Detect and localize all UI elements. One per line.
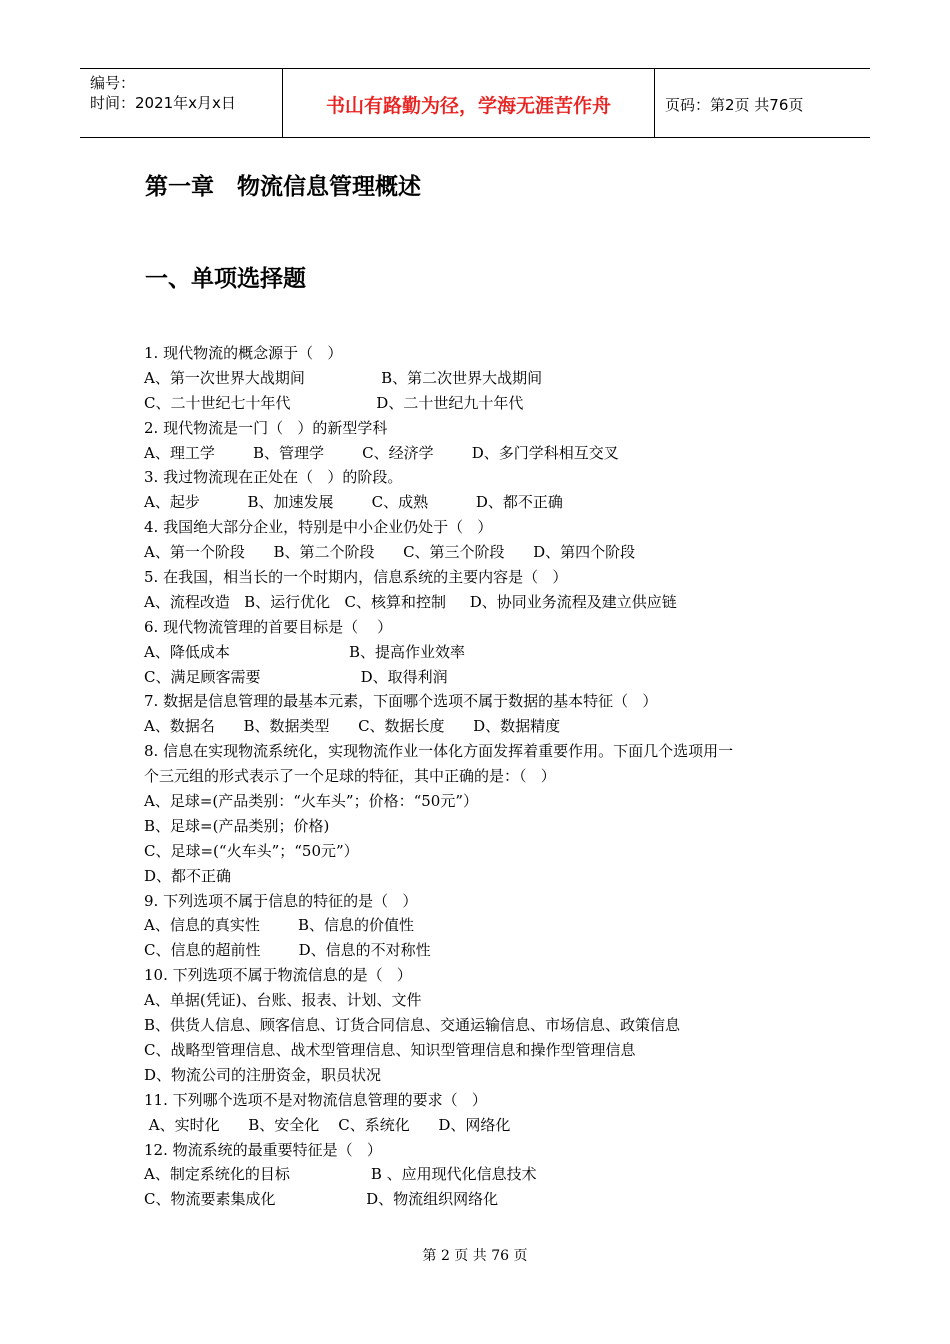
- question-list: [144, 341, 824, 1212]
- text-line: A、数据名 B、数据类型 C、数据长度 D、数据精度: [144, 717, 561, 736]
- text-line: B、足球=(产品类别；价格): [144, 816, 330, 835]
- text-line: 11. 下列哪个选项不是对物流信息管理的要求（ ）: [144, 1090, 487, 1109]
- date-line: 时间：2021年x月x日: [90, 94, 236, 112]
- text-line: C、二十世纪七十年代 D、二十世纪九十年代: [144, 393, 524, 412]
- header-page-info: 页码：第2页 共76页: [665, 96, 804, 114]
- text-line: 8. 信息在实现物流系统化，实现物流作业一体化方面发挥着重要作用。下面几个选项用一: [144, 742, 734, 761]
- text-line: C、物流要素集成化 D、物流组织网络化: [144, 1190, 499, 1209]
- chapter-title: 第一章 物流信息管理概述: [145, 174, 421, 200]
- text-line: A、降低成本 B、提高作业效率: [144, 642, 466, 661]
- text-line: 4. 我国绝大部分企业，特别是中小企业仍处于（ ）: [144, 518, 493, 537]
- text-line: C、战略型管理信息、战术型管理信息、知识型管理信息和操作型管理信息: [144, 1040, 636, 1059]
- text-line: A、流程改造 B、运行优化 C、核算和控制 D、协同业务流程及建立供应链: [144, 592, 677, 611]
- header-left-cell: [90, 73, 236, 113]
- text-line: C、信息的超前性 D、信息的不对称性: [144, 941, 431, 960]
- text-line: C、足球=(“火车头”；“50元”）: [144, 841, 359, 860]
- text-line: 9. 下列选项不属于信息的特征的是（ ）: [144, 891, 418, 910]
- text-line: A、信息的真实性 B、信息的价值性: [144, 916, 415, 935]
- text-line: A、第一个阶段 B、第二个阶段 C、第三个阶段 D、第四个阶段: [144, 543, 636, 562]
- text-line: A、制定系统化的目标 B 、应用现代化信息技术: [144, 1165, 537, 1184]
- text-line: D、都不正确: [144, 866, 232, 885]
- text-line: 个三元组的形式表示了一个足球的特征，其中正确的是：（ ）: [144, 767, 556, 786]
- text-line: A、第一次世界大战期间 B、第二次世界大战期间: [144, 368, 543, 387]
- section-title: 一、单项选择题: [145, 266, 306, 292]
- text-line: A、实时化 B、安全化 C、系统化 D、网络化: [144, 1115, 511, 1134]
- text-line: 7. 数据是信息管理的最基本元素，下面哪个选项不属于数据的基本特征（ ）: [144, 692, 658, 711]
- text-line: 1. 现代物流的概念源于（ ）: [144, 344, 343, 362]
- text-line: 12. 物流系统的最重要特征是（ ）: [144, 1140, 382, 1159]
- text-line: A、起步 B、加速发展 C、成熟 D、都不正确: [144, 493, 563, 512]
- header-motto: 书山有路勤为径，学海无涯苦作舟: [325, 95, 611, 117]
- text-line: A、单据(凭证)、台账、报表、计划、文件: [144, 991, 422, 1010]
- text-line: A、足球=(产品类别：“火车头”；价格：“50元”）: [144, 792, 479, 811]
- text-line: A、理工学 B、管理学 C、经济学 D、多门学科相互交叉: [144, 443, 619, 462]
- text-line: C、满足顾客需要 D、取得利润: [144, 667, 448, 686]
- text-line: 5. 在我国，相当长的一个时期内，信息系统的主要内容是（ ）: [144, 568, 568, 587]
- text-line: D、物流公司的注册资金，职员状况: [144, 1065, 382, 1084]
- text-line: 2. 现代物流是一门（ ）的新型学科: [144, 418, 388, 437]
- header-divider: [654, 69, 655, 137]
- text-line: 3. 我过物流现在正处在（ ）的阶段。: [144, 468, 403, 487]
- page-footer: 第 2 页 共 76 页: [422, 1248, 528, 1264]
- text-line: 6. 现代物流管理的首要目标是（ ）: [144, 617, 393, 636]
- text-line: 10. 下列选项不属于物流信息的是（ ）: [144, 966, 412, 985]
- number-label: 编号：: [90, 74, 136, 92]
- header-table: [80, 68, 870, 138]
- text-line: B、供货人信息、顾客信息、订货合同信息、交通运输信息、市场信息、政策信息: [144, 1016, 681, 1035]
